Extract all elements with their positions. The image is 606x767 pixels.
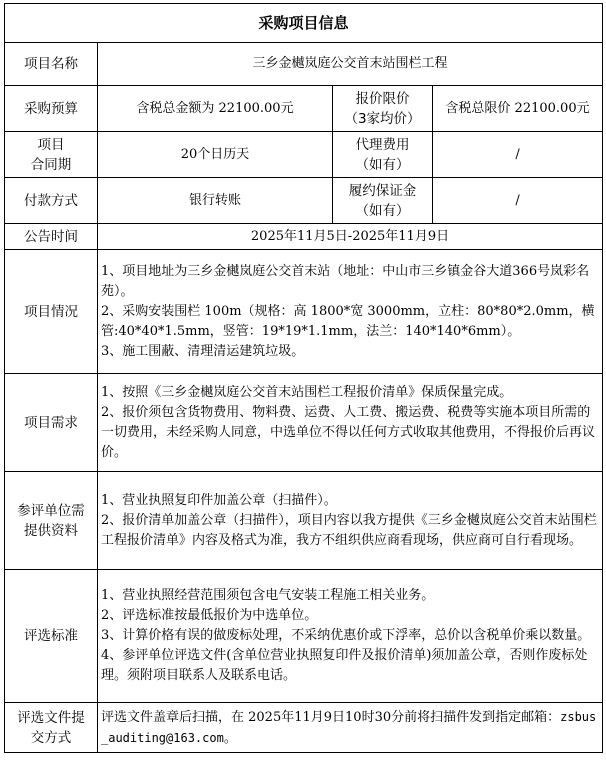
agent-fee-label-line2: （如有） (355, 156, 410, 173)
materials-item-1: 1、营业执照复印件加盖公章（扫描件）。 (101, 492, 337, 508)
title-row (5, 4, 603, 43)
project-info-row (5, 250, 603, 374)
agent-fee-value: / (433, 132, 603, 178)
payment-value: 银行转账 (98, 178, 333, 224)
submission-text: 评选文件盖章后扫描，在 2025年11月9日10时30分前将扫描件发到指定邮箱： (101, 709, 561, 725)
submission-label-line2: 交方式 (30, 729, 72, 746)
materials-content (98, 472, 603, 570)
submission-label (5, 703, 98, 753)
price-limit-label (333, 86, 433, 132)
price-limit-label-line1: 报价限价 (355, 90, 410, 107)
contract-period-label (5, 132, 98, 178)
materials-item-2: 2、报价清单加盖公章（扫描件），项目内容以我方提供《三乡金樾岚庭公交首末站围栏工程报价清单》内容及格式为准，我方不组织供应商看现场，供应商可自行看现场。 (101, 512, 597, 548)
payment-row (5, 178, 603, 224)
materials-label (5, 472, 98, 570)
announcement-row (5, 224, 603, 250)
requirements-label: 项目需求 (5, 374, 98, 472)
budget-row (5, 86, 603, 132)
project-info-label: 项目情况 (5, 250, 98, 374)
criteria-item-3: 3、计算价格有误的做废标处理，不采纳优惠价或下浮率，总价以含税单价乘以数量。 (101, 628, 591, 643)
requirements-item-1: 1、按照《三乡金樾岚庭公交首末站围栏工程报价清单》保质保量完成。 (101, 384, 513, 400)
project-info-item-2: 2、采购安装围栏 100m（规格：高 1800*宽 3000mm，立柱：80*80*2.0mm，横管:40*40*1.5mm，竖管：19*19*1.1mm，法兰：140*140*6mm）。 (101, 303, 595, 339)
submission-row (5, 703, 603, 753)
submission-suffix: 。 (223, 730, 237, 746)
materials-label-line1: 参评单位需 (17, 502, 85, 519)
requirements-row (5, 374, 603, 472)
materials-label-line2: 提供资料 (24, 522, 78, 539)
criteria-content (98, 570, 603, 703)
project-name-value: 三乡金樾岚庭公交首末站围栏工程 (98, 43, 603, 86)
contract-period-label-line2: 合同期 (30, 156, 72, 173)
criteria-row (5, 570, 603, 703)
project-name-row (5, 43, 603, 86)
criteria-item-2: 2、评选标准按最低报价为中选单位。 (101, 608, 318, 623)
contract-period-row (5, 132, 603, 178)
submission-content (98, 703, 603, 753)
criteria-item-1: 1、营业执照经营范围须包含电气安装工程施工相关业务。 (101, 588, 435, 603)
price-limit-value: 含税总限价 22100.00元 (433, 86, 603, 132)
table-title: 采购项目信息 (5, 4, 603, 43)
project-info-content (98, 250, 603, 374)
procurement-info-table (4, 3, 603, 753)
payment-label: 付款方式 (5, 178, 98, 224)
project-info-item-1: 1、项目地址为三乡金樾岚庭公交首末站（地址：中山市三乡镇金谷大道366号岚彩名苑）。 (101, 263, 590, 299)
requirements-content (98, 374, 603, 472)
requirements-item-2: 2、报价须包含货物费用、物料费、运费、人工费、搬运费、税费等实施本项目所需的一切费用，未经采购人同意，中选单位不得以任何方式收取其他费用，不得报价后再议价。 (101, 404, 596, 460)
criteria-label: 评选标准 (5, 570, 98, 703)
contract-period-label-line1: 项目 (37, 136, 65, 153)
deposit-label-line2: （如有） (355, 202, 410, 219)
deposit-label (333, 178, 433, 224)
project-info-item-3: 3、施工围蔽、清理清运建筑垃圾。 (101, 343, 305, 359)
agent-fee-label (333, 132, 433, 178)
price-limit-label-line2: （3家均价） (344, 110, 421, 127)
budget-value: 含税总金额为 22100.00元 (98, 86, 333, 132)
announcement-value: 2025年11月5日-2025年11月9日 (98, 224, 603, 250)
deposit-label-line1: 履约保证金 (348, 182, 417, 199)
materials-row (5, 472, 603, 570)
criteria-item-4: 4、参评单位评选文件(含单位营业执照复印件及报价清单)须加盖公章，否则作废标处理。须附项目联系人及联系电话。 (101, 648, 588, 683)
submission-label-line1: 评选文件提 (17, 709, 85, 726)
project-name-label: 项目名称 (5, 43, 98, 86)
contract-period-value: 20个日历天 (98, 132, 333, 178)
announcement-label: 公告时间 (5, 224, 98, 250)
submission-email[interactable]: zsbus_auditing@163.com (101, 709, 597, 745)
deposit-value: / (433, 178, 603, 224)
agent-fee-label-line1: 代理费用 (355, 136, 410, 153)
budget-label: 采购预算 (5, 86, 98, 132)
